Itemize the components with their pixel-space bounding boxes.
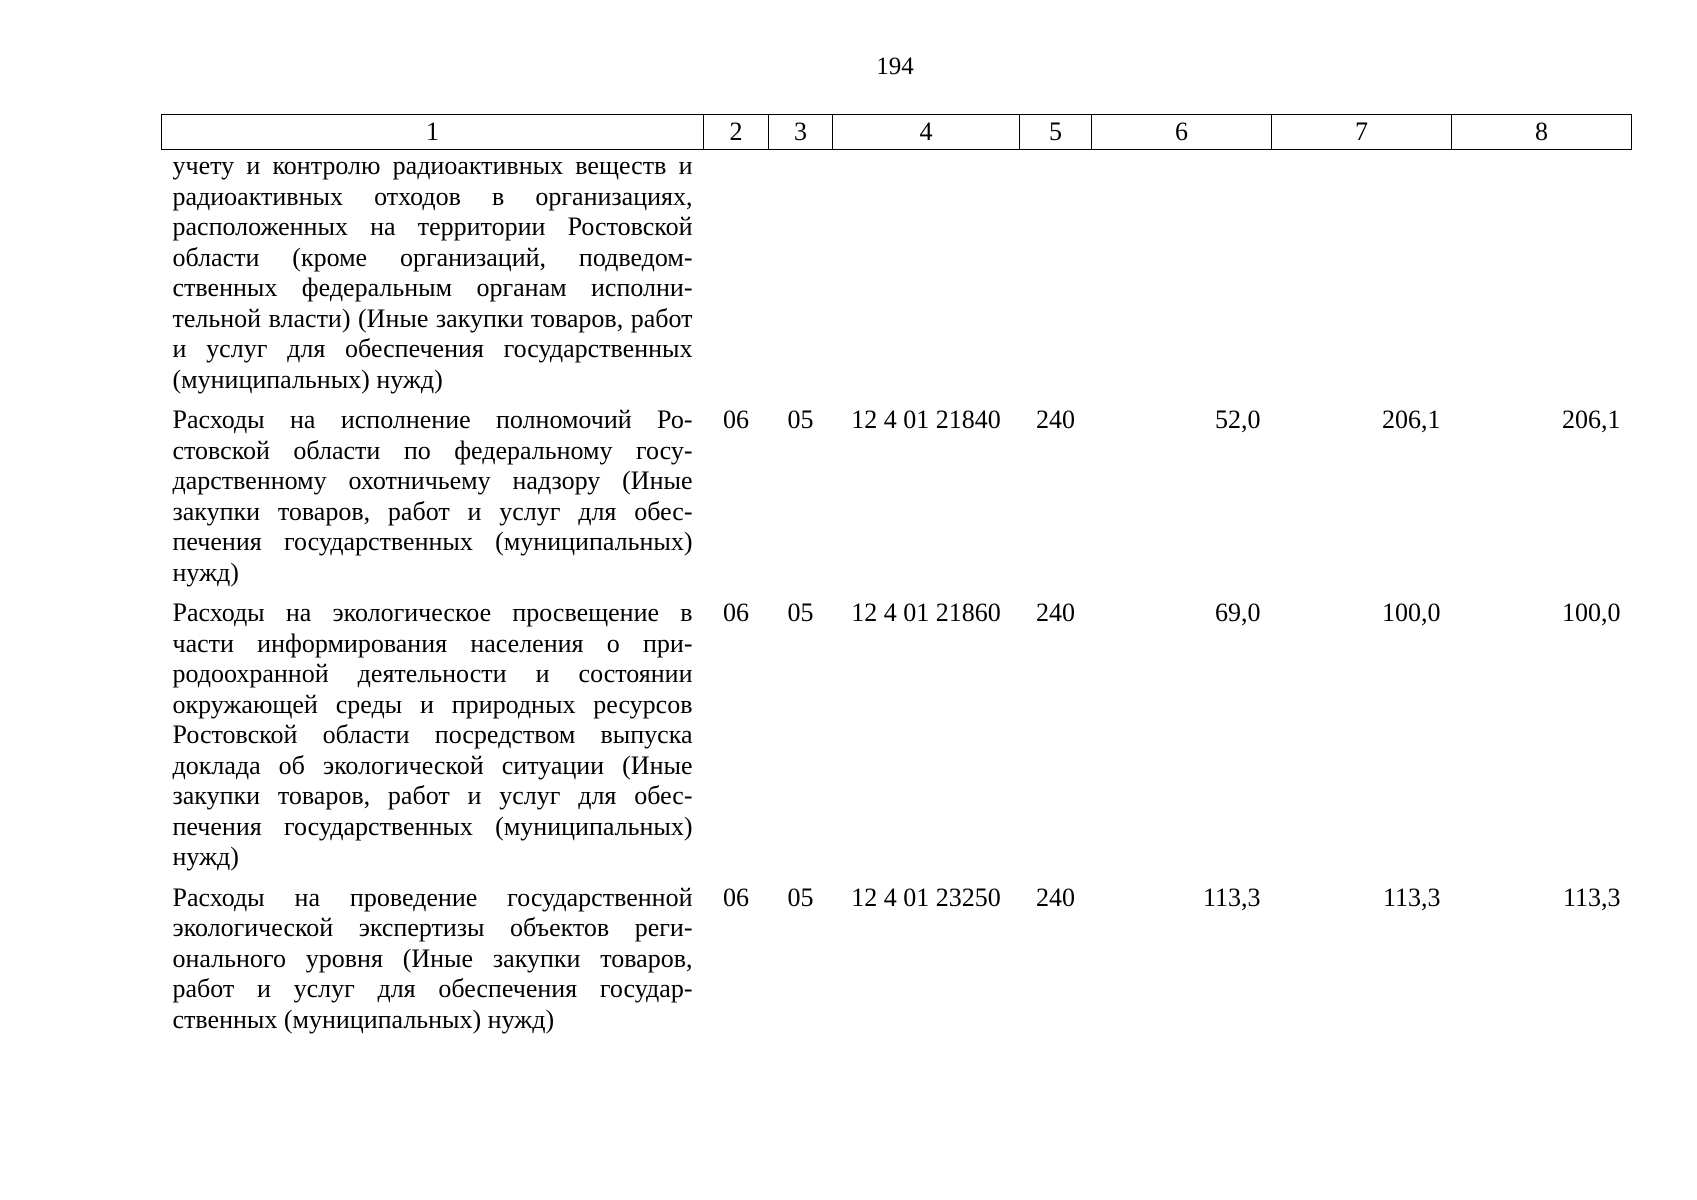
column-header-4: 4 [833,115,1020,150]
row-value-col6 [1092,150,1272,406]
row-subsection: 05 [787,882,814,912]
row-expense-type: 240 [1036,405,1075,434]
table-row [162,405,1632,598]
row-value-col6: 52,0 [1215,405,1261,434]
row-value-col6: 113,3 [1202,882,1261,912]
row-value-col7: 206,1 [1382,405,1441,434]
row-description: Расходы на экологическое просвещение в части информирования населения о природоохранной деятельности и состоянии окружающей среды и природных ресурсов Ростовской области посредством выпуска доклада об экологической ситуации (Иные закупки товаров, работ и услуг для обеспечения государственных (муниципальных) нужд) [172,598,693,871]
row-section [704,150,769,406]
row-value-col8: 206,1 [1562,405,1621,434]
row-target-code [833,150,1020,406]
row-target-code: 12 4 01 21860 [851,598,1001,627]
row-value-col7: 113,3 [1382,882,1441,912]
row-section: 06 [723,598,749,627]
column-header-2: 2 [704,115,769,150]
column-header-3: 3 [769,115,833,150]
table-row [162,598,1632,883]
row-section: 06 [723,882,749,912]
row-expense-type: 240 [1036,598,1075,627]
header-row [162,115,1632,150]
row-value-col8: 113,3 [1562,882,1621,912]
column-header-7: 7 [1272,115,1452,150]
row-subsection: 05 [787,405,814,434]
row-description: Расходы на проведение государственной экологической экспертизы объектов регионального уровня (Иные закупки товаров, работ и услуг для обеспечения государственных (муниципальных) нужд) [172,882,693,1034]
column-header-8: 8 [1452,115,1632,150]
row-expense-type: 240 [1036,882,1075,912]
table-header [162,115,1632,150]
row-subsection [769,150,833,406]
row-value-col7 [1272,150,1452,406]
row-section: 06 [723,405,749,434]
row-value-col8 [1452,150,1632,406]
row-value-col7: 100,0 [1382,598,1441,627]
row-value-col8: 100,0 [1562,598,1621,627]
table-row [162,883,1632,1036]
table-body [162,150,1632,1036]
row-value-col6: 69,0 [1215,598,1261,627]
column-header-6: 6 [1092,115,1272,150]
row-subsection: 05 [787,598,814,627]
row-description: учету и контролю радиоактивных веществ и радиоактивных отходов в организациях, расположенных на территории Ростовской области (кроме организаций, подведомственных федеральным органам исполнительной власти) (Иные закупки товаров, работ и услуг для обеспечения государственных (муниципальных) нужд) [172,151,693,394]
budget-table [161,114,1632,1035]
row-description: Расходы на исполнение полномочий Ростовской области по федеральному государственному охотничьему надзору (Иные закупки товаров, работ и услуг для обеспечения государственных (муниципальных) нужд) [172,405,693,587]
row-target-code: 12 4 01 21840 [851,405,1001,434]
row-target-code: 12 4 01 23250 [851,882,1001,912]
column-header-1: 1 [162,115,704,150]
row-expense-type [1020,150,1092,406]
table-row [162,150,1632,406]
page-number: 194 [876,53,914,80]
column-header-5: 5 [1020,115,1092,150]
